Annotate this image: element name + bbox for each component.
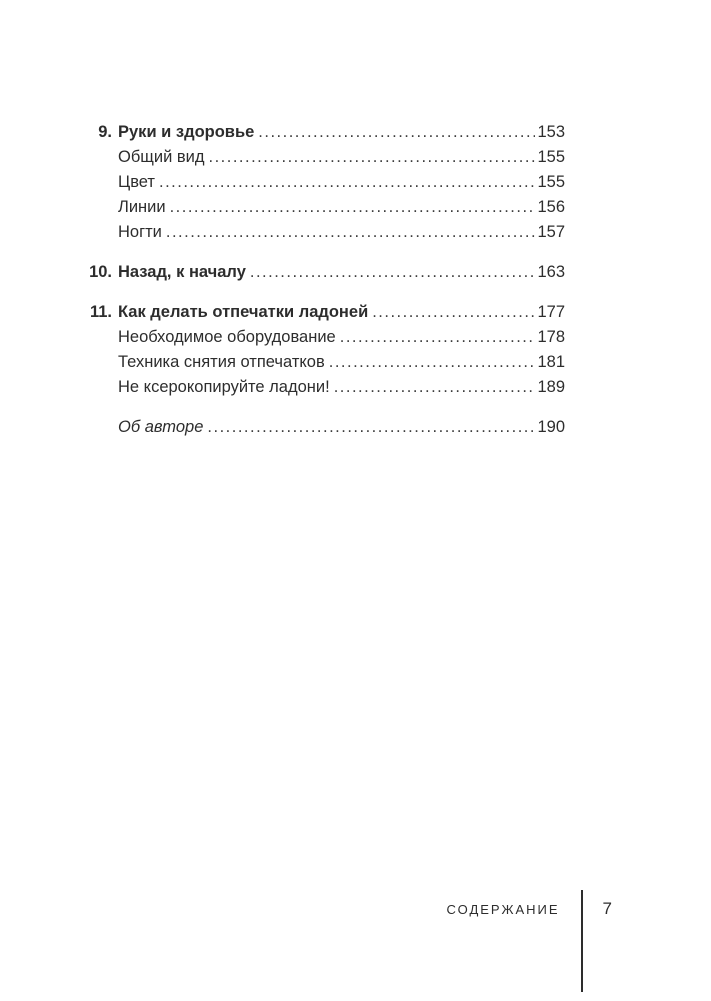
dot-leader	[170, 195, 536, 220]
toc-entry-page: 156	[537, 198, 565, 216]
toc-entry	[86, 170, 565, 195]
dot-leader	[334, 375, 536, 400]
toc-entry-page: 190	[537, 418, 565, 436]
dot-leader	[250, 260, 536, 285]
toc-entry-title: Об авторе	[118, 418, 204, 436]
toc-entry	[86, 415, 565, 440]
toc-entry-page: 153	[537, 123, 565, 141]
toc-entry-title: Необходимое оборудование	[118, 328, 336, 346]
dot-leader	[258, 120, 535, 145]
toc-entry-number: 11.	[89, 303, 112, 321]
dot-leader	[207, 415, 535, 440]
toc-entry	[86, 220, 565, 245]
toc-entry-title: Назад, к началу	[118, 263, 246, 281]
toc-entry	[86, 350, 565, 375]
toc-entry	[86, 120, 565, 145]
toc-entry-page: 155	[537, 148, 565, 166]
toc-entry-page: 177	[537, 303, 565, 321]
footer-page-number: 7	[602, 899, 612, 918]
toc-entry	[86, 300, 565, 325]
footer-divider-rule	[581, 890, 583, 992]
page-footer	[447, 890, 612, 992]
toc-entry	[86, 260, 565, 285]
toc-entry-page: 189	[537, 378, 565, 396]
toc-entry-title: Техника снятия отпечатков	[118, 353, 325, 371]
footer-section-label: СОДЕРЖАНИЕ	[446, 902, 560, 917]
toc-entry	[86, 325, 565, 350]
toc-entry-number: 10.	[89, 263, 112, 281]
dot-leader	[159, 170, 535, 195]
toc-entry-page: 178	[537, 328, 565, 346]
toc-entry-title: Не ксерокопируйте ладони!	[118, 378, 330, 396]
toc-entry-title: Общий вид	[118, 148, 205, 166]
toc-entry-title: Цвет	[118, 173, 155, 191]
dot-leader	[329, 350, 536, 375]
toc-entry	[86, 195, 565, 220]
toc-entry	[86, 145, 565, 170]
toc-entry-title: Ногти	[118, 223, 162, 241]
toc-entry-title: Линии	[118, 198, 166, 216]
dot-leader	[209, 145, 536, 170]
dot-leader	[372, 300, 535, 325]
dot-leader	[166, 220, 536, 245]
dot-leader	[340, 325, 536, 350]
toc-entry-number: 9.	[98, 123, 112, 141]
toc-entry	[86, 375, 565, 400]
toc-entry-title: Как делать отпечатки ладоней	[118, 303, 369, 321]
toc-entry-title: Руки и здоровье	[118, 123, 255, 141]
toc-entry-page: 181	[537, 353, 565, 371]
toc-entry-page: 157	[537, 223, 565, 241]
toc-entry-page: 163	[537, 263, 565, 281]
toc-entry-page: 155	[537, 173, 565, 191]
toc-list	[86, 120, 565, 440]
